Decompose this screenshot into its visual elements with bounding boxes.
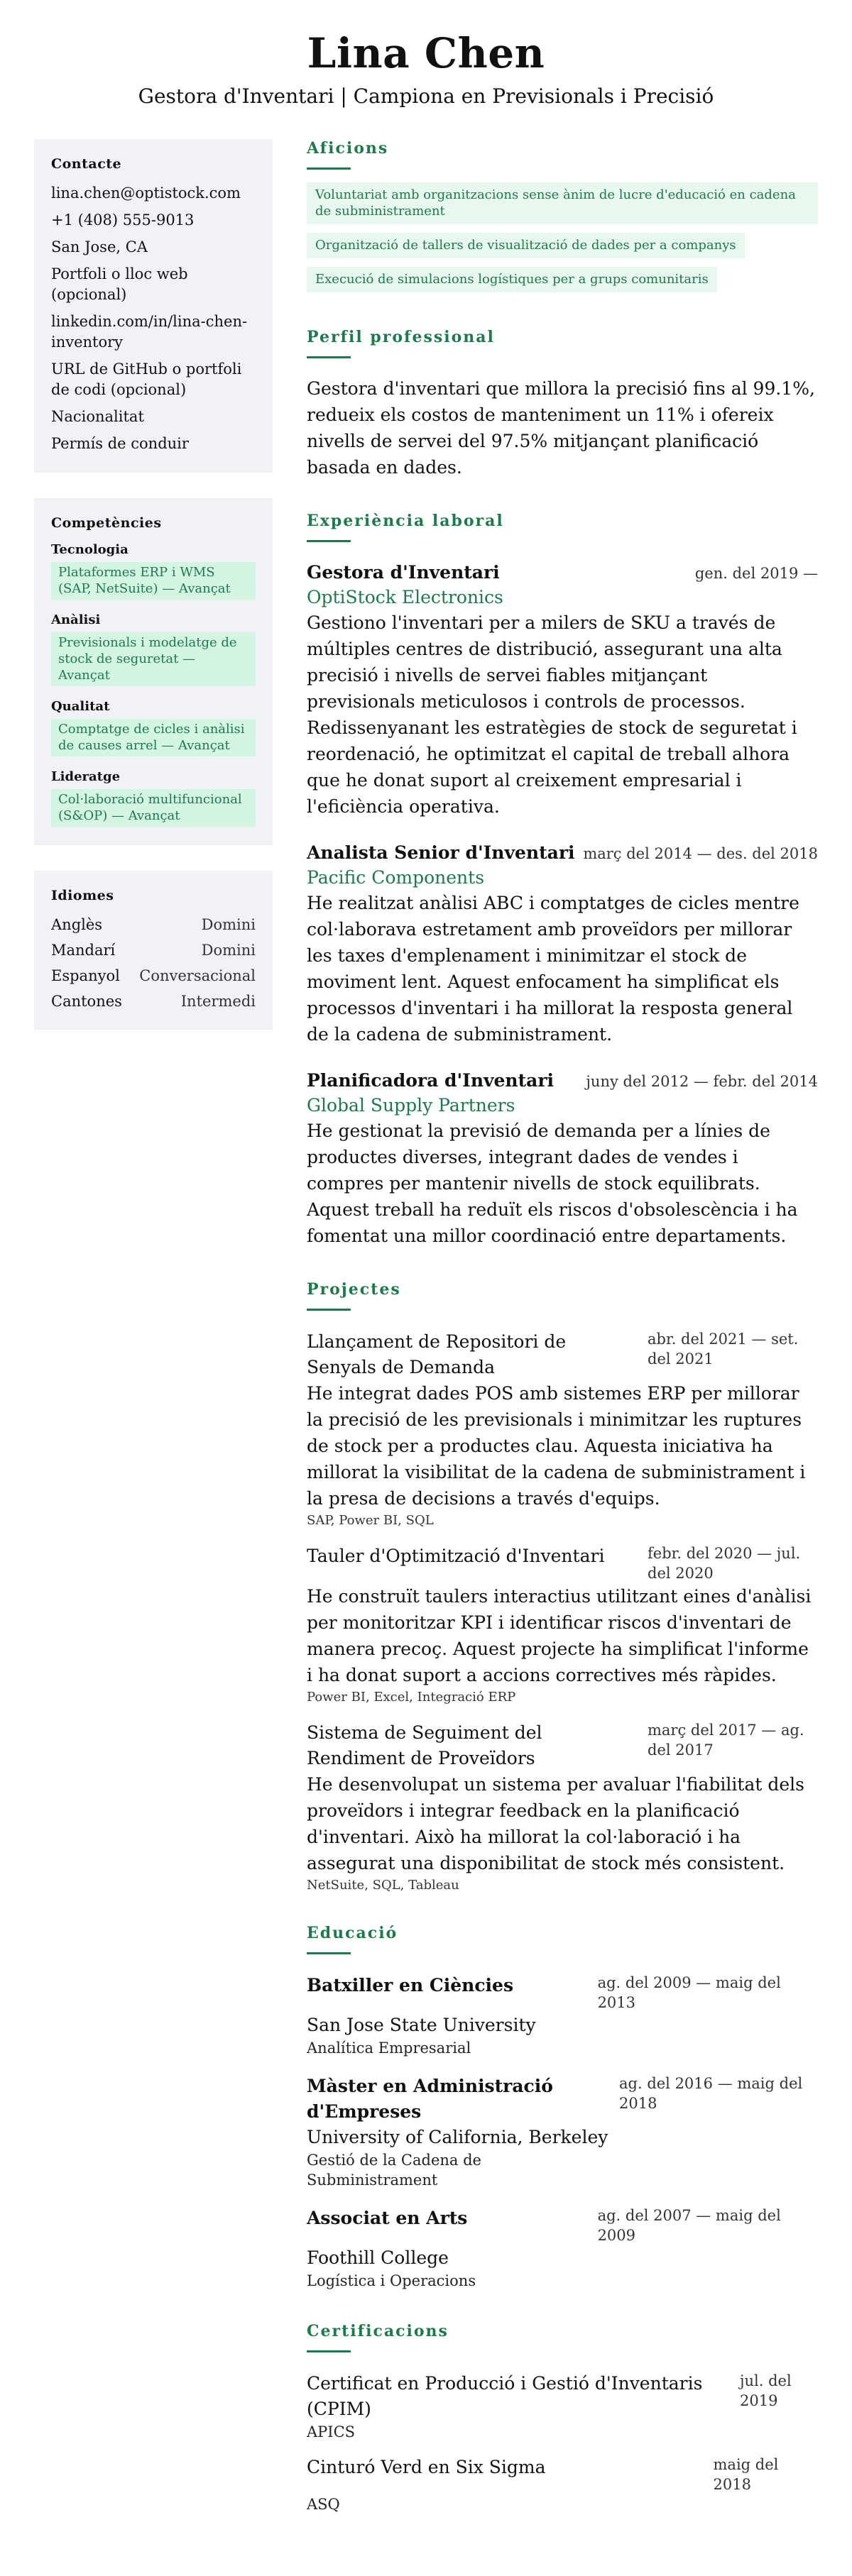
section-title-experience: Experiència laboral [307,512,504,530]
language-level: Domini [201,942,256,959]
skill-chip: Previsionals i modelatge de stock de seguretat — Avançat [51,632,256,686]
job-entry [307,1069,818,1249]
project-entry [307,1329,818,1528]
experience-section [307,512,818,1249]
certification-entry [307,2455,818,2514]
skill-group [51,542,256,600]
contact-linkedin[interactable]: linkedin.com/in/lina-chen-inventory [51,313,248,351]
project-entry [307,1543,818,1705]
languages-card [34,871,273,1030]
project-date: febr. del 2020 — jul. del 2020 [648,1545,801,1582]
language-level: Domini [201,916,256,933]
resume-header [0,30,852,109]
project-tech: SAP, Power BI, SQL [307,1513,434,1528]
section-title-projects: Projectes [307,1280,401,1299]
education-school: Foothill College [307,2247,449,2268]
languages-title: Idiomes [51,888,114,903]
education-field: Logística i Operacions [307,2272,476,2289]
skill-chip: Comptatge de cicles i anàlisi de causes arrel — Avançat [51,719,256,756]
section-divider [307,540,351,542]
language-name: Anglès [51,916,103,933]
education-school: San Jose State University [307,2015,536,2035]
skill-category: Lideratge [51,769,121,784]
education-list [307,1973,818,2291]
contact-github[interactable]: URL de GitHub o portfoli de codi (opcional) [51,360,242,398]
contact-phone[interactable]: +1 (408) 555-9013 [51,211,195,229]
certification-issuer: APICS [307,2423,356,2440]
certifications-section [307,2322,818,2514]
projects-list [307,1329,818,1893]
education-entry [307,2206,818,2291]
project-tech: Power BI, Excel, Integració ERP [307,1690,516,1705]
job-entry [307,561,818,820]
language-name: Mandarí [51,942,116,959]
project-tech: NetSuite, SQL, Tableau [307,1878,459,1893]
project-description: He construït taulers interactius utilitzant eines d'anàlisi per monitoritzar KPI i identificar riscos d'inventari de manera precoç. Aquest projecte ha simplificat l'informe i ha donat suport a accions correctives més ràpides. [307,1586,812,1685]
language-row [51,991,256,1011]
skills-card [34,498,273,845]
skill-category: Anàlisi [51,612,101,627]
job-title: Gestora d'Inventari [307,562,500,583]
education-degree: Associat en Arts [307,2208,468,2228]
language-row [51,966,256,986]
section-title-hobbies: Aficions [307,139,389,158]
profile-summary: Gestora d'inventari que millora la precisió fins al 99.1%, redueix els costos de manteniment un 11% i ofereix nivells de servei del 97.5% mitjançant planificació basada en dades. [307,378,815,478]
job-description: Gestiono l'inventari per a milers de SKU a través de múltiples centres de distribució, assegurant una alta precisió i nivells de servei fiables mitjançant previsionals meticulosos i controls de processos. Redissenyanant les estratègies de stock de seguretat i reordenació, he optimitzat el capital de treball alhora que he donat suport al creixement empresarial i l'eficiència operativa. [307,612,797,817]
project-title: Llançament de Repositori de Senyals de Demanda [307,1331,567,1377]
skill-group [51,769,256,827]
section-divider [307,167,351,170]
skills-title: Competències [51,515,162,531]
project-title: Sistema de Seguiment del Rendiment de Proveïdors [307,1722,542,1768]
skill-chip: Col·laboració multifuncional (S&OP) — Avançat [51,789,256,827]
skill-group [51,612,256,686]
job-description: He gestionat la previsió de demanda per a línies de productes diverses, integrant dades de vendes i compres per mantenir nivells de stock equilibrats. Aquest treball ha reduït els riscos d'obsolescència i ha fomentat una millor coordinació entre departaments. [307,1121,798,1246]
education-entry [307,1973,818,2058]
candidate-name: Lina Chen [307,29,545,77]
contact-email[interactable]: lina.chen@optistock.com [51,185,241,202]
language-row [51,915,256,935]
education-degree: Màster en Administració d'Empreses [307,2076,553,2122]
skill-category: Qualitat [51,699,110,714]
education-degree: Batxiller en Ciències [307,1975,514,1996]
language-level: Intermedi [180,993,256,1010]
section-divider [307,2350,351,2352]
experience-list [307,561,818,1249]
certification-name: Certificat en Producció i Gestió d'Inventaris (CPIM) [307,2373,703,2419]
skill-category: Tecnologia [51,542,129,557]
education-date: ag. del 2007 — maig del 2009 [597,2207,781,2244]
main-content [307,139,818,2514]
project-description: He desenvolupat un sistema per avaluar l'fiabilitat dels proveïdors i integrar feedback en la planificació d'inventari. Això ha millorat la col·laboració i ha assegurat una disponibilitat de stock més consistent. [307,1774,804,1873]
language-name: Cantones [51,993,122,1010]
hobbies-list [307,182,818,301]
hobby-chip: Organització de tallers de visualització de dades per a companys [307,233,745,258]
job-title: Analista Senior d'Inventari [307,842,575,863]
job-company: Pacific Components [307,867,485,888]
job-company: Global Supply Partners [307,1095,515,1116]
section-divider [307,1952,351,1954]
language-name: Espanyol [51,967,120,984]
section-divider [307,1309,351,1311]
section-title-profile: Perfil professional [307,328,495,346]
profile-section [307,328,818,480]
language-level: Conversacional [139,967,256,984]
hobby-chip: Voluntariat amb organitzacions sense ànim de lucre d'educació en cadena de subministrament [307,182,818,224]
contact-card [34,139,273,473]
education-section [307,1924,818,2291]
certifications-list [307,2371,818,2514]
skill-chip: Plataformes ERP i WMS (SAP, NetSuite) — Avançat [51,562,256,600]
section-title-education: Educació [307,1924,398,1942]
projects-section [307,1280,818,1893]
contact-driving-license: Permís de conduir [51,435,189,452]
education-field: Analítica Empresarial [307,2040,471,2057]
language-row [51,940,256,960]
job-date: juny del 2012 — febr. del 2014 [586,1073,818,1090]
education-date: ag. del 2016 — maig del 2018 [619,2075,803,2112]
hobbies-section [307,139,818,301]
education-date: ag. del 2009 — maig del 2013 [597,1974,781,2011]
job-description: He realitzat anàlisi ABC i comptatges de cicles mentre col·laborava estretament amb proveïdors per millorar les taxes d'emplenament i minimitzar el stock de moviment lent. Aquest enfocament ha simplificat els processos d'inventari i ha millorat la resposta general de la cadena de subministrament. [307,893,799,1045]
job-company: OptiStock Electronics [307,587,503,607]
job-date: gen. del 2019 — [694,565,818,582]
contact-nationality: Nacionalitat [51,408,144,425]
hobby-chip: Execució de simulacions logístiques per a grups comunitaris [307,267,717,292]
certification-date: jul. del 2019 [740,2372,792,2409]
education-field: Gestió de la Cadena de Subministrament [307,2152,481,2189]
job-entry [307,841,818,1047]
education-school: University of California, Berkeley [307,2127,608,2147]
contact-website[interactable]: Portfoli o lloc web (opcional) [51,265,188,303]
job-date: març del 2014 — des. del 2018 [583,845,818,862]
contact-title: Contacte [51,156,122,172]
project-description: He integrat dades POS amb sistemes ERP per millorar la precisió de les previsionals i minimitzar les ruptures de stock per a productes clau. Aquesta iniciativa ha millorat la visibilitat de la cadena de subministrament i la presa de decisions a través d'equips. [307,1383,806,1509]
job-title: Planificadora d'Inventari [307,1070,555,1091]
certification-name: Cinturó Verd en Six Sigma [307,2457,546,2477]
certification-entry [307,2371,818,2442]
project-date: març del 2017 — ag. del 2017 [648,1722,804,1758]
project-date: abr. del 2021 — set. del 2021 [648,1331,799,1367]
section-divider [307,356,351,358]
skill-group [51,699,256,756]
education-entry [307,2074,818,2190]
contact-location: San Jose, CA [51,238,148,255]
sidebar [34,139,273,1055]
section-title-certifications: Certificacions [307,2322,449,2340]
project-entry [307,1720,818,1893]
certification-date: maig del 2018 [713,2456,779,2493]
candidate-tagline: Gestora d'Inventari | Campiona en Previsionals i Precisió [138,84,714,108]
project-title: Tauler d'Optimització d'Inventari [307,1546,605,1566]
certification-issuer: ASQ [307,2496,340,2513]
